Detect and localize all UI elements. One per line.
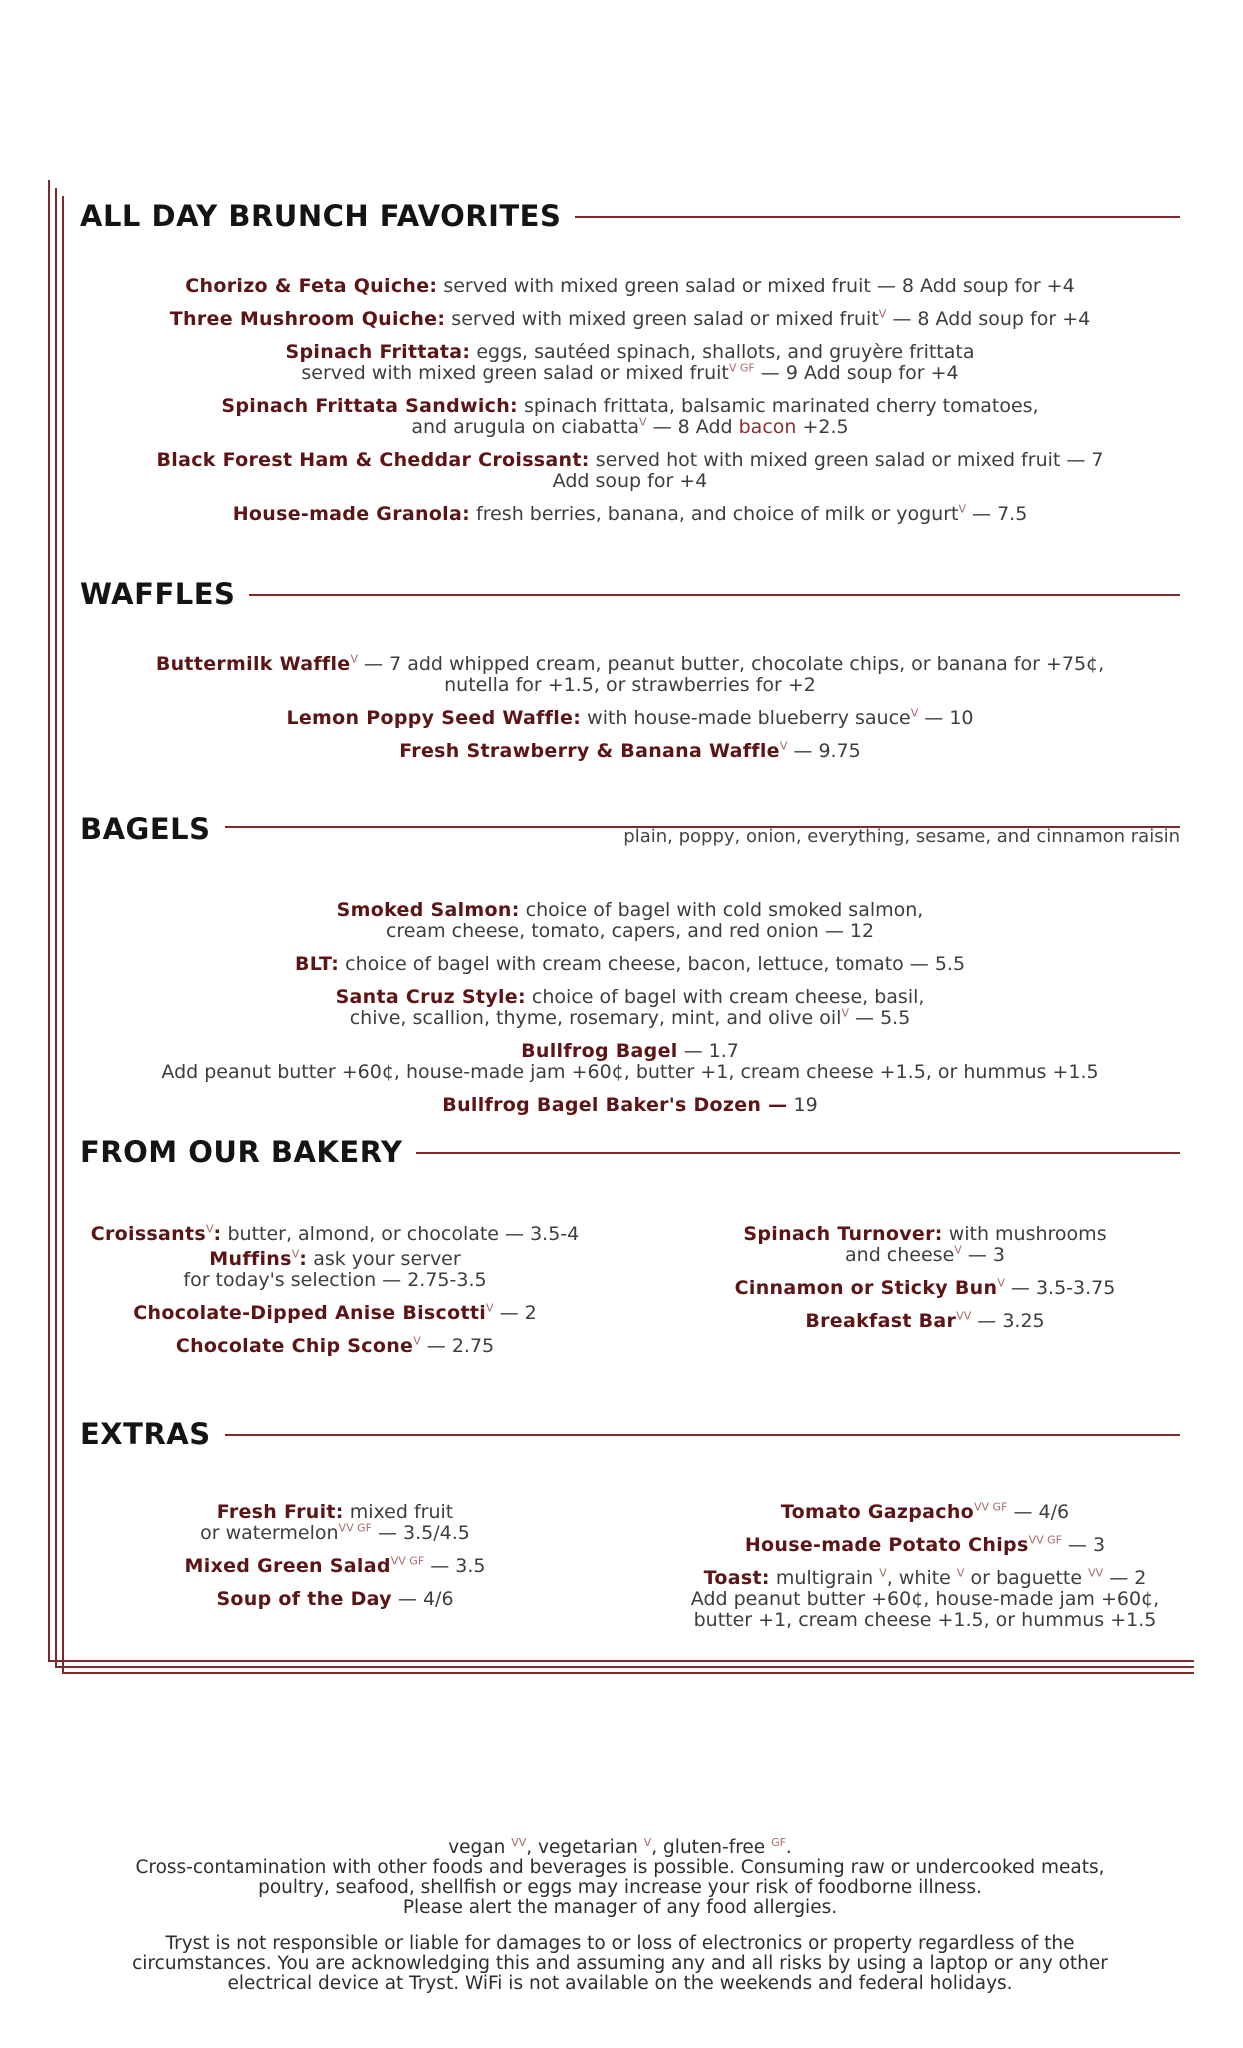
menu-item [670, 1568, 1180, 1631]
item-name: Tomato Gazpacho [780, 1501, 975, 1523]
diet-tag: VV GF [390, 1554, 425, 1568]
diet-tag: VV GF [1028, 1533, 1062, 1547]
item-desc: choice of bagel with cream cheese, bacon, lettuce, tomato — 5.5 [339, 953, 966, 975]
frame-bottom-line-2 [55, 1666, 1194, 1668]
menu-item [670, 1278, 1180, 1299]
bakery-columns [80, 1224, 1180, 1369]
item-desc: nutella for +1.5, or strawberries for +2 [444, 674, 816, 696]
diet-tag: V [954, 1243, 962, 1257]
bagels-header [80, 812, 1180, 852]
bagels-section [80, 812, 1180, 1128]
item-desc: +2.5 [796, 416, 849, 438]
item-name: Buttermilk Waffle [155, 653, 351, 675]
diet-tag: V [779, 739, 788, 753]
item-desc: Add soup for +4 [552, 470, 708, 492]
extras-section [80, 1414, 1180, 1643]
vegan-tag: VV [511, 1835, 527, 1849]
diet-tag: V [639, 415, 647, 429]
diet-tag: V [205, 1222, 214, 1236]
item-desc: — 3 [961, 1244, 1005, 1266]
item-desc: eggs, sautéed spinach, shallots, and gruyère frittata [470, 341, 975, 363]
item-desc: — 1.7 [677, 1040, 739, 1062]
section-title: EXTRAS [80, 1414, 225, 1454]
item-desc: and arugula on ciabatta [411, 416, 640, 438]
item-name: Spinach Frittata Sandwich: [221, 395, 518, 417]
item-desc: served hot with mixed green salad or mixed fruit — 7 [589, 449, 1104, 471]
menu-item [80, 396, 1180, 438]
diet-legend [60, 1835, 1180, 1858]
menu-item [80, 1041, 1180, 1083]
menu-item [670, 1224, 1180, 1266]
diet-tag: V [841, 1006, 849, 1020]
notice-line: electrical device at Tryst. WiFi is not available on the weekends and federal holidays. [227, 1973, 1013, 1994]
diet-tag: VV GF [974, 1500, 1008, 1514]
menu-item [80, 1336, 590, 1357]
section-rule [80, 1434, 1180, 1436]
item-desc: with mushrooms [942, 1223, 1107, 1245]
notice-line: Cross-contamination with other foods and beverages is possible. Consuming raw or undercooked meats, [135, 1857, 1105, 1878]
diet-tag: VV GF [338, 1521, 372, 1535]
item-desc: mixed fruit [343, 1501, 454, 1523]
section-title: ALL DAY BRUNCH FAVORITES [80, 196, 575, 236]
item-name: Spinach Turnover: [743, 1223, 943, 1245]
bakery-header [80, 1132, 1180, 1172]
item-desc: — 7 add whipped cream, peanut butter, chocolate chips, or banana for +75¢, [358, 653, 1105, 675]
menu-item [670, 1311, 1180, 1332]
item-desc: — 7.5 [965, 503, 1028, 525]
item-name: Spinach Frittata: [285, 341, 471, 363]
liability-notice [60, 1934, 1180, 1994]
item-name: Croissants [90, 1223, 206, 1245]
item-desc: with house-made blueberry sauce [581, 707, 911, 729]
item-desc: — 9.75 [787, 740, 861, 762]
diet-tag: V [958, 502, 966, 516]
menu-item [80, 1556, 590, 1577]
item-desc: — 9 Add soup for +4 [754, 362, 959, 384]
item-name: Lemon Poppy Seed Waffle: [286, 707, 582, 729]
item-desc: choice of bagel with cream cheese, basil, [525, 986, 925, 1008]
item-desc: Add peanut butter +60¢, house-made jam +60¢, [690, 1588, 1160, 1610]
item-name: House-made Granola: [232, 503, 470, 525]
item-name: Breakfast Bar [805, 1310, 957, 1332]
item-name: Chocolate-Dipped Anise Biscotti [133, 1302, 487, 1324]
legend-text: , vegetarian [526, 1837, 644, 1858]
diet-tag: V [413, 1334, 421, 1348]
item-name: Santa Cruz Style: [335, 986, 526, 1008]
item-desc: — 10 [918, 707, 974, 729]
item-name: BLT: [294, 953, 340, 975]
frame-bottom-line-1 [48, 1660, 1194, 1662]
item-desc: 19 [787, 1094, 818, 1116]
menu-item [80, 1095, 1180, 1116]
notice-line: poultry, seafood, shellfish or eggs may increase your risk of foodborne illness. [258, 1877, 982, 1898]
item-desc: or baguette [964, 1567, 1089, 1589]
item-name: Chorizo & Feta Quiche: [185, 275, 438, 297]
item-desc: — 4/6 [1007, 1501, 1070, 1523]
menu-item [80, 900, 1180, 942]
item-desc: choice of bagel with cold smoked salmon, [519, 899, 924, 921]
item-desc: spinach frittata, balsamic marinated cherry tomatoes, [517, 395, 1039, 417]
item-desc: — 3.5-3.75 [1004, 1277, 1116, 1299]
item-desc: — 8 Add [646, 416, 739, 438]
item-desc: butter +1, cream cheese +1.5, or hummus +1.5 [693, 1609, 1157, 1631]
item-desc: — 2.75 [420, 1335, 495, 1357]
item-name: Mixed Green Salad [184, 1555, 391, 1577]
menu-item [80, 708, 1180, 729]
menu-item [80, 1589, 590, 1610]
extras-left-column [80, 1502, 630, 1643]
brunch-header [80, 196, 1180, 236]
brunch-items [80, 276, 1180, 525]
menu-item [80, 987, 1180, 1029]
item-name: Cinnamon or Sticky Bun [734, 1277, 998, 1299]
item-desc: — 3.5 [424, 1555, 486, 1577]
item-name: Soup of the Day [216, 1588, 392, 1610]
item-name: House-made Potato Chips [744, 1534, 1029, 1556]
legend-text: vegan [448, 1837, 512, 1858]
item-name: Black Forest Ham & Cheddar Croissant: [156, 449, 590, 471]
item-desc: — 8 Add soup for +4 [886, 308, 1091, 330]
menu-item [670, 1535, 1180, 1556]
item-name: Muffins [209, 1248, 292, 1270]
brunch-section [80, 196, 1180, 537]
item-desc: — 5.5 [848, 1007, 911, 1029]
menu-item [80, 741, 1180, 762]
bakery-left-column [80, 1224, 630, 1369]
bagel-varieties: plain, poppy, onion, everything, sesame, and cinnamon raisin [623, 826, 1180, 847]
diet-tag: VV [1088, 1566, 1104, 1580]
diet-tag: V GF [728, 361, 755, 375]
extras-columns [80, 1502, 1180, 1643]
item-desc: — 2 [1103, 1567, 1147, 1589]
menu-item [80, 450, 1180, 492]
item-desc: and cheese [845, 1244, 955, 1266]
legend-text: , gluten-free [651, 1837, 772, 1858]
notice-line: Tryst is not responsible or liable for damages to or loss of electronics or property regardless of the [165, 1933, 1075, 1954]
bakery-section [80, 1132, 1180, 1369]
bakery-right-column [630, 1224, 1180, 1369]
item-desc: for today's selection — 2.75-3.5 [183, 1269, 487, 1291]
menu-item [80, 504, 1180, 525]
menu-item [80, 1502, 590, 1544]
item-desc: multigrain [769, 1567, 880, 1589]
section-title: FROM OUR BAKERY [80, 1132, 416, 1172]
item-desc: fresh berries, banana, and choice of milk or yogurt [470, 503, 959, 525]
item-desc: or watermelon [200, 1522, 339, 1544]
item-name-suffix: : [213, 1223, 222, 1245]
item-desc: Add peanut butter +60¢, house-made jam +60¢, butter +1, cream cheese +1.5, or hummus +1.5 [161, 1061, 1099, 1083]
item-desc: ask your server [307, 1248, 461, 1270]
diet-tag: V [879, 1566, 887, 1580]
menu-item [80, 309, 1180, 330]
extras-right-column [630, 1502, 1180, 1643]
diet-tag: V [956, 1566, 965, 1580]
frame-bottom-line-3 [62, 1672, 1194, 1674]
diet-tag: V [910, 706, 919, 720]
allergy-notice [60, 1835, 1180, 1918]
section-title: BAGELS [80, 812, 225, 846]
item-name-suffix: : [299, 1248, 308, 1270]
item-desc: — 4/6 [391, 1588, 454, 1610]
item-name: Toast: [703, 1567, 770, 1589]
item-desc: cream cheese, tomato, capers, and red onion — 12 [385, 920, 875, 942]
item-desc: — 2 [493, 1302, 537, 1324]
gluten-free-tag: GF [771, 1835, 786, 1849]
item-desc: chive, scallion, thyme, rosemary, mint, and olive oil [349, 1007, 842, 1029]
vegetarian-tag: V [643, 1835, 652, 1849]
item-desc: served with mixed green salad or mixed fruit — 8 Add soup for +4 [437, 275, 1075, 297]
menu-item [80, 1303, 590, 1324]
item-desc: served with mixed green salad or mixed fruit [301, 362, 729, 384]
menu-item [80, 276, 1180, 297]
waffles-header [80, 574, 1180, 614]
bagels-items [80, 900, 1180, 1116]
item-name: Smoked Salmon: [336, 899, 520, 921]
section-title: WAFFLES [80, 574, 249, 614]
notice-line: circumstances. You are acknowledging this and assuming any and all risks by using a laptop or any other [132, 1953, 1108, 1974]
frame-left-line-3 [62, 196, 64, 1672]
item-desc: — 3.25 [971, 1310, 1045, 1332]
item-desc: served with mixed green salad or mixed fruit [445, 308, 879, 330]
item-addon: bacon [738, 416, 797, 438]
extras-header [80, 1414, 1180, 1454]
item-desc: — 3 [1061, 1534, 1106, 1556]
frame-left-line-2 [55, 188, 57, 1666]
item-name: Bullfrog Bagel Baker's Dozen — [442, 1094, 788, 1116]
frame-left-line-1 [48, 180, 50, 1660]
menu-item [80, 342, 1180, 384]
item-name: Chocolate Chip Scone [175, 1335, 414, 1357]
diet-tag: V [486, 1301, 494, 1315]
item-name: Fresh Strawberry & Banana Waffle [399, 740, 780, 762]
menu-item [80, 954, 1180, 975]
legend-text: . [785, 1837, 792, 1858]
menu-item [80, 1224, 590, 1245]
item-name: Bullfrog Bagel [521, 1040, 678, 1062]
item-name: Fresh Fruit: [216, 1501, 344, 1523]
item-desc: — 3.5/4.5 [371, 1522, 470, 1544]
diet-tag: V [878, 307, 887, 321]
menu-item [80, 1249, 590, 1291]
diet-tag: V [291, 1247, 300, 1261]
menu-item [80, 654, 1180, 696]
notice-line: Please alert the manager of any food allergies. [402, 1897, 838, 1918]
menu-item [670, 1502, 1180, 1523]
diet-tag: VV [956, 1309, 972, 1323]
item-desc: butter, almond, or chocolate — 3.5-4 [221, 1223, 580, 1245]
diet-tag: V [350, 652, 358, 666]
waffles-items [80, 654, 1180, 762]
waffles-section [80, 574, 1180, 774]
item-name: Three Mushroom Quiche: [169, 308, 446, 330]
diet-tag: V [997, 1276, 1005, 1290]
item-desc: , white [886, 1567, 957, 1589]
